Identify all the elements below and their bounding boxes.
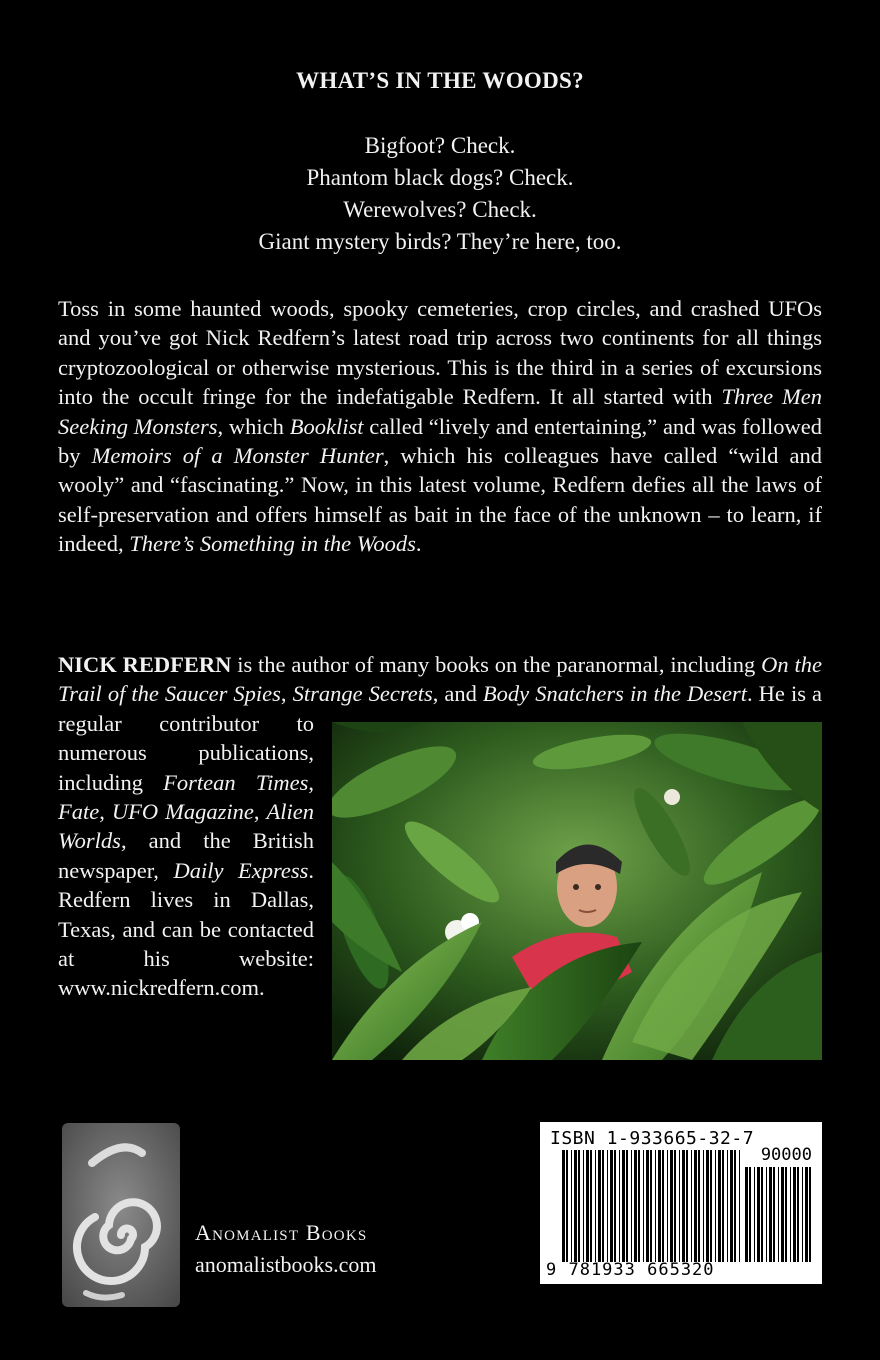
barcode-bar <box>631 1150 632 1262</box>
barcode-bar <box>643 1150 644 1262</box>
barcode-bar <box>761 1167 763 1262</box>
barcode-bar <box>634 1150 637 1262</box>
bio-text: , <box>99 799 112 825</box>
author-bio <box>58 650 822 1066</box>
barcode-bar <box>686 1150 688 1262</box>
barcode-bar <box>749 1167 751 1262</box>
barcode-bar <box>710 1150 712 1262</box>
barcode-bar <box>622 1150 625 1262</box>
barcode-bar <box>578 1150 580 1262</box>
author-photo <box>332 722 822 1060</box>
blurb-text: called “lively and entertaining,” and was followed by <box>58 413 822 469</box>
price-code: 90000 <box>760 1145 812 1165</box>
barcode-bar <box>698 1150 700 1262</box>
barcode-bar <box>586 1150 589 1262</box>
barcode-bar <box>694 1150 697 1262</box>
barcode-bar <box>655 1150 656 1262</box>
barcode-bar <box>571 1150 572 1262</box>
bio-text: , <box>253 799 267 825</box>
blurb-text: . <box>415 531 422 557</box>
bio-text: . Redfern lives in Dallas, Texas, and can be contacted at his website: www.nickredfern.com. <box>58 857 315 1001</box>
ean-digits: 9 781933 665320 <box>546 1260 715 1280</box>
barcode-bar <box>805 1167 808 1262</box>
bio-text: , and the British newspaper, <box>58 828 314 883</box>
publication-title: Fate <box>58 799 100 825</box>
book-title: There’s Something in the Woods <box>129 531 416 557</box>
barcode-bar <box>583 1150 584 1262</box>
barcode-bar <box>670 1150 673 1262</box>
bio-text: , <box>280 681 293 707</box>
isbn-barcode <box>540 1122 822 1284</box>
barcode-bar <box>802 1167 803 1262</box>
publication-title: Alien Worlds <box>58 799 314 854</box>
teaser-line: Giant mystery birds? They’re here, too. <box>258 229 622 254</box>
barcode-bar <box>730 1150 733 1262</box>
barcode-bar <box>562 1150 565 1262</box>
barcode-bar <box>797 1167 799 1262</box>
barcode-bar <box>781 1167 784 1262</box>
barcode-bar <box>602 1150 604 1262</box>
barcode-bar <box>574 1150 577 1262</box>
teaser-line: Werewolves? Check. <box>343 197 537 222</box>
barcode-bar <box>769 1167 772 1262</box>
barcode-bar <box>790 1167 791 1262</box>
teaser-line: Phantom black dogs? Check. <box>306 165 574 190</box>
barcode-bar <box>727 1150 728 1262</box>
barcode-bar <box>595 1150 596 1262</box>
book-title: Three Men Seeking Monsters <box>58 384 823 439</box>
book-title: On the Trail of the Saucer Spies <box>58 652 822 707</box>
bio-text: is the author of many books on the paranormal, including <box>231 652 762 677</box>
barcode-bar <box>766 1167 767 1262</box>
teaser-lines <box>0 130 880 258</box>
bio-text: , and <box>432 681 483 707</box>
publication-title: Booklist <box>289 413 364 439</box>
book-title: Memoirs of a Monster Hunter <box>91 443 384 469</box>
barcode-bar <box>650 1150 652 1262</box>
barcode-bar <box>638 1150 640 1262</box>
barcode-bar <box>607 1150 608 1262</box>
barcode-bar <box>809 1167 811 1262</box>
barcode-bar <box>703 1150 704 1262</box>
barcode-bar <box>682 1150 685 1262</box>
barcode-bar <box>754 1167 755 1262</box>
publication-title: Daily Express <box>173 857 309 883</box>
barcode-bar <box>722 1150 724 1262</box>
publication-title: UFO Magazine <box>111 799 254 825</box>
barcode-bar <box>757 1167 760 1262</box>
publisher-website: anomalistbooks.com <box>195 1252 377 1277</box>
publication-title: Fortean Times <box>163 769 309 795</box>
teaser-line: Bigfoot? Check. <box>364 133 516 158</box>
barcode-bar <box>662 1150 664 1262</box>
barcode-bar <box>610 1150 613 1262</box>
back-cover-heading: WHAT’S IN THE WOODS? <box>296 68 584 93</box>
barcode-bar <box>778 1167 779 1262</box>
barcode-bar <box>667 1150 668 1262</box>
barcode-bar <box>715 1150 716 1262</box>
barcode-bar <box>691 1150 692 1262</box>
barcode-bar <box>718 1150 721 1262</box>
barcode-bar <box>785 1167 787 1262</box>
author-name: NICK REDFERN <box>58 652 232 677</box>
barcode-bar <box>658 1150 661 1262</box>
barcode-bar <box>598 1150 601 1262</box>
barcode-bar <box>614 1150 616 1262</box>
barcode-bar <box>745 1167 748 1262</box>
barcode-bar <box>674 1150 676 1262</box>
blurb-text: , which his colleagues have called “wild and wooly” and “fascinating.” Now, in this latest volume, Redfern defies all the laws of self-preservation and offers himself as bait in the face of the unknown – to learn, if indeed, <box>58 443 823 557</box>
bio-text: , <box>308 769 314 795</box>
barcode-bar <box>773 1167 775 1262</box>
barcode-bar <box>739 1150 740 1262</box>
publisher-block <box>195 1217 376 1281</box>
barcode-bar <box>626 1150 628 1262</box>
bio-text: . He is a regular contributor to numerous publications, including <box>58 681 822 795</box>
barcode-bar <box>590 1150 592 1262</box>
barcode-bar <box>793 1167 796 1262</box>
isbn-label: ISBN 1-933665-32-7 <box>550 1128 755 1149</box>
barcode-bar <box>706 1150 709 1262</box>
barcode-bar <box>619 1150 620 1262</box>
barcode-bar <box>646 1150 649 1262</box>
blurb-text: , which <box>217 413 290 439</box>
publisher-name: Anomalist Books <box>195 1220 368 1245</box>
barcode-bar <box>679 1150 680 1262</box>
book-title: Strange Secrets <box>292 681 433 707</box>
book-blurb <box>58 294 822 559</box>
blurb-text: Toss in some haunted woods, spooky cemeteries, crop circles, and crashed UFOs and you’ve got Nick Redfern’s latest road trip across two continents for all things cryptozoological or otherwise mysterious. This is the third in a series of excursions into the occult fringe for the indefatigable Redfern. It all started with <box>58 296 822 410</box>
book-title: Body Snatchers in the Desert <box>482 681 748 707</box>
spiral-logo-icon <box>62 1123 180 1307</box>
barcode-bar <box>566 1150 568 1262</box>
barcode-bar <box>734 1150 736 1262</box>
